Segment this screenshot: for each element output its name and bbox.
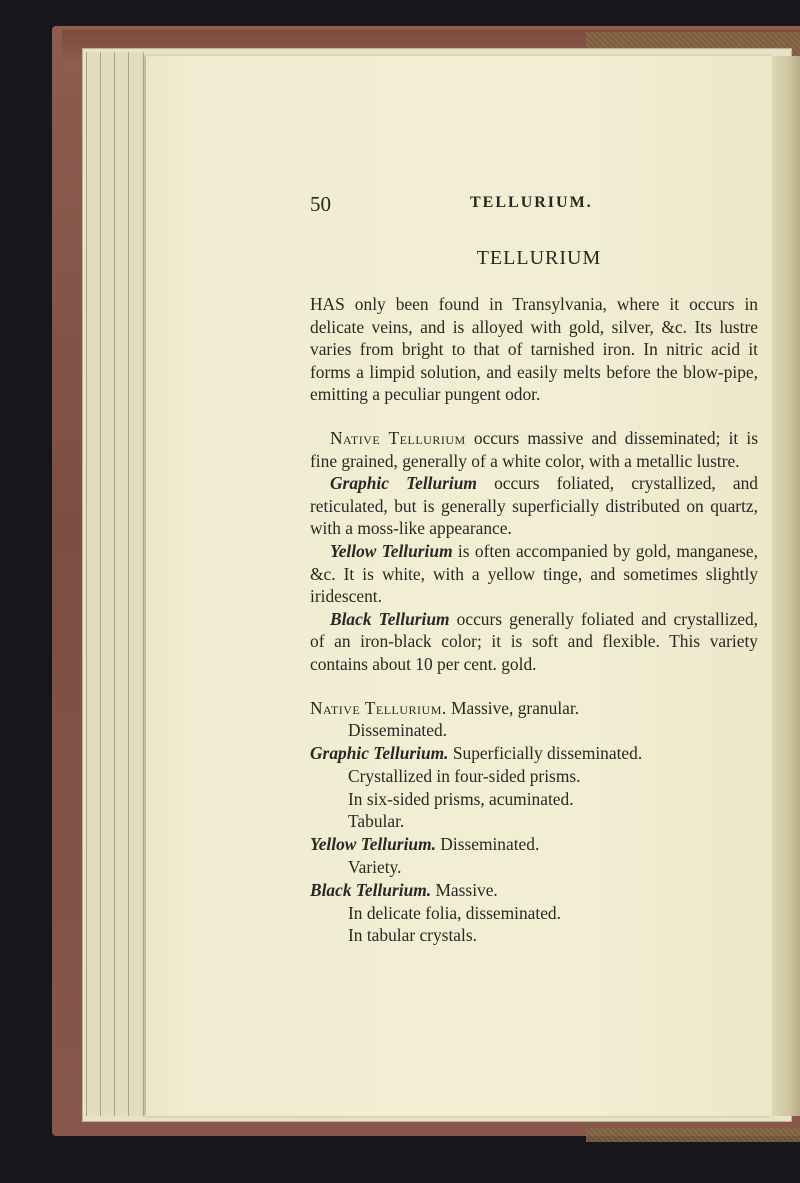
- variety-heading: [310, 697, 758, 720]
- intro-paragraph: HAS only been found in Transylvania, where it occurs in delicate veins, and is alloyed with gold, silver, &c. Its lustre varies from bright to that of tarnished iron. In nitric acid it forms a limpid solution, and easily melts before the blow-pipe, emitting a peculiar pungent odor.: [310, 294, 758, 405]
- page-header: [310, 192, 750, 222]
- varieties-list: [310, 697, 758, 948]
- description-text: occurs generally foliated and crystallized, of an iron-black color; it is soft and flexible. This variety contains about 10 per cent. gold.: [310, 608, 758, 674]
- mineral-name: Native Tellurium: [330, 427, 466, 448]
- variety-subitem: Disseminated.: [348, 720, 448, 741]
- page-number: 50: [310, 192, 331, 216]
- variety-heading: [310, 742, 758, 765]
- variety-subitem: Crystallized in four-sided prisms.: [348, 765, 581, 786]
- page-gutter: [772, 56, 800, 1116]
- variety-name: Yellow Tellurium.: [310, 834, 436, 855]
- description-text: occurs massive and disseminated; it is fine grained, generally of a white color, with a metallic lustre.: [310, 427, 758, 471]
- variety-detail: Disseminated.: [435, 834, 540, 855]
- graphic-tellurium-paragraph: [310, 472, 758, 540]
- variety-subitem: In delicate folia, disseminated.: [348, 902, 561, 923]
- variety-subitem: In tabular crystals.: [348, 925, 477, 946]
- cloth-spine-bottom: [586, 1128, 800, 1142]
- variety-subitem: In six-sided prisms, acuminated.: [348, 788, 574, 809]
- mineral-name: Graphic Tellurium: [330, 473, 477, 494]
- yellow-tellurium-paragraph: [310, 540, 758, 608]
- variety-detail: Superficially disseminated.: [448, 743, 643, 764]
- variety-name: Black Tellurium.: [310, 879, 432, 900]
- variety-heading: [310, 833, 758, 856]
- running-head: TELLURIUM.: [470, 194, 593, 211]
- variety-subitem: Tabular.: [348, 811, 405, 832]
- variety-name: Graphic Tellurium.: [310, 743, 449, 764]
- black-tellurium-paragraph: [310, 608, 758, 676]
- variety-detail: Massive, granular.: [446, 697, 580, 718]
- mineral-name: Yellow Tellurium: [330, 540, 453, 561]
- description-text: is often accompanied by gold, manganese, &c. It is white, with a yellow tinge, and sometimes slightly iridescent.: [310, 540, 758, 607]
- native-tellurium-paragraph: [310, 427, 758, 472]
- variety-name: Native Tellurium.: [310, 697, 447, 718]
- variety-detail: Massive.: [431, 879, 498, 900]
- mineral-name: Black Tellurium: [330, 608, 450, 629]
- page-edge-layer: [128, 52, 144, 1116]
- variety-heading: [310, 879, 758, 902]
- page-text: [310, 244, 758, 947]
- section-title: TELLURIUM: [476, 247, 602, 269]
- variety-subitem: Variety.: [348, 857, 402, 878]
- description-text: occurs foliated, crystallized, and reticulated, but is generally superficially distributed on quartz, with a moss-like appearance.: [310, 473, 758, 539]
